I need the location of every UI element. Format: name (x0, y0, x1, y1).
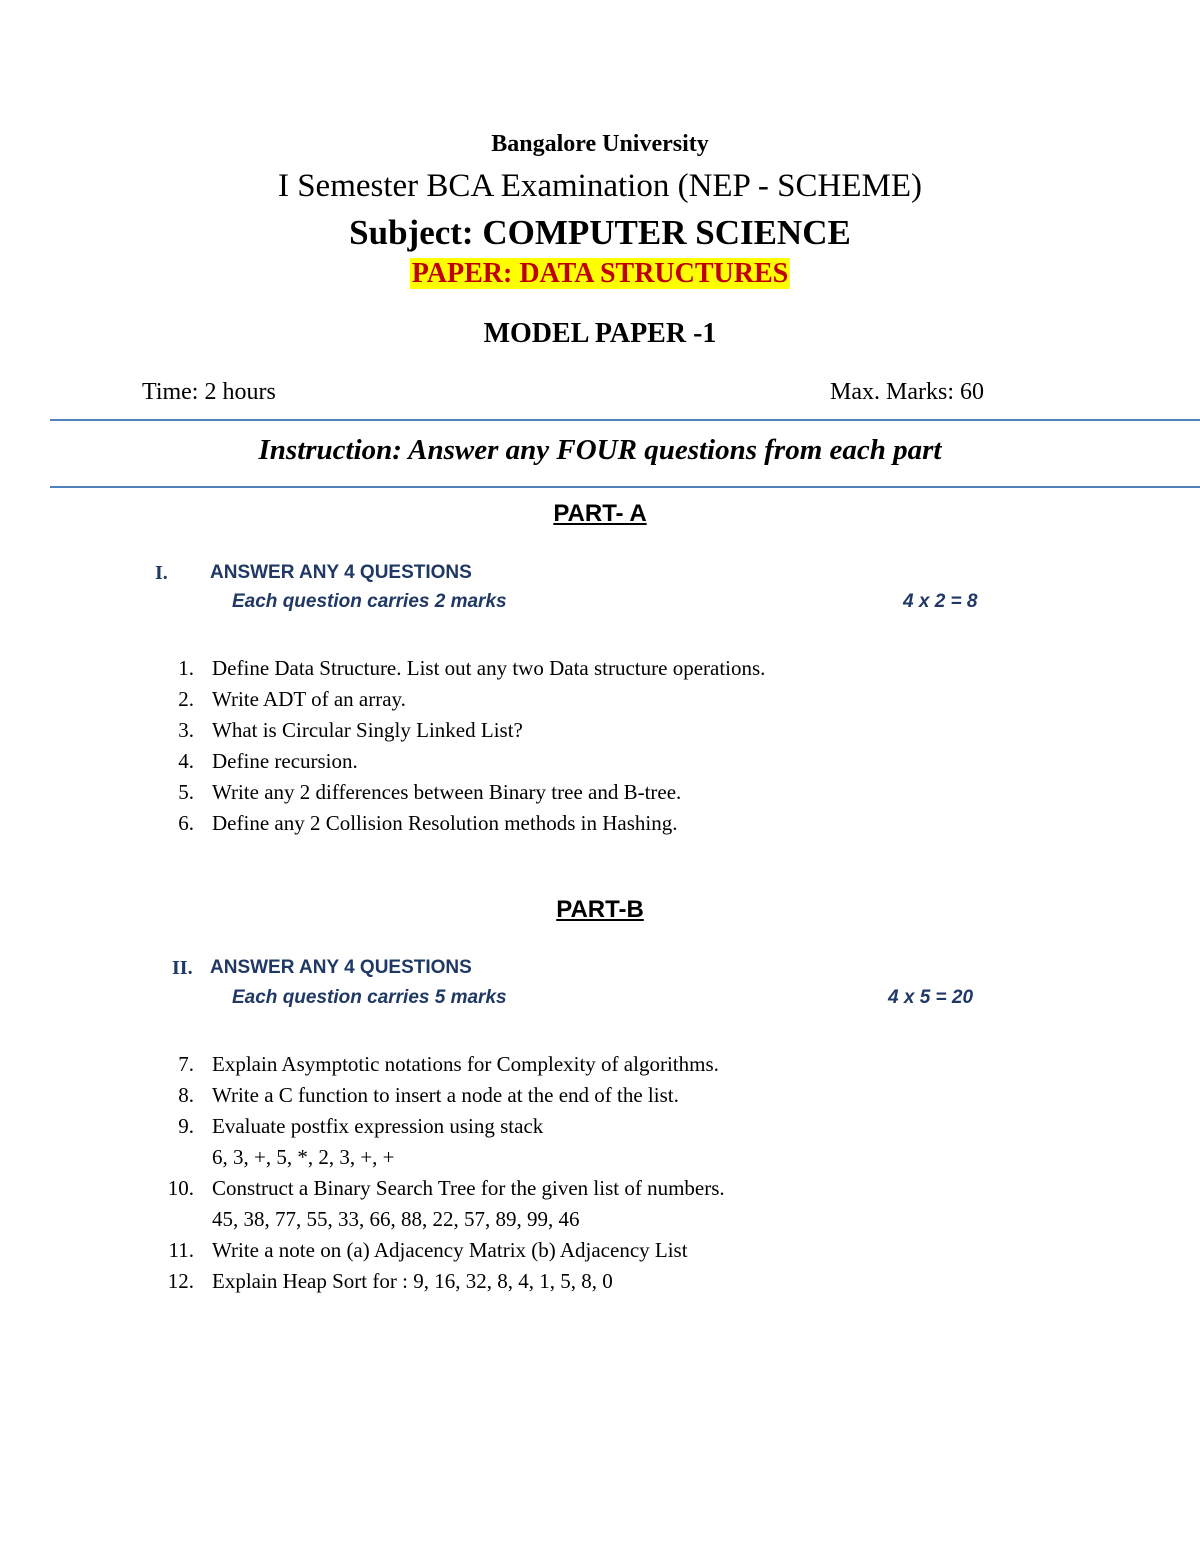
part-b-section-marks: 4 x 5 = 20 (888, 987, 974, 1008)
question-text: Evaluate postfix expression using stack (212, 1114, 544, 1138)
university-name: Bangalore University (491, 131, 709, 157)
question-text: Write a C function to insert a node at the end of the list. (212, 1083, 679, 1107)
question-text: Define any 2 Collision Resolution methods in Hashing. (212, 811, 678, 835)
question-number: 11. (168, 1238, 194, 1262)
time-label: Time: 2 hours (142, 379, 276, 405)
part-a-section-note: Each question carries 2 marks (232, 591, 507, 612)
part-b-section-title: ANSWER ANY 4 QUESTIONS (210, 957, 472, 978)
question-number: 3. (178, 718, 194, 742)
question-number: 7. (178, 1052, 194, 1076)
top-divider (50, 419, 1200, 421)
max-marks-label: Max. Marks: 60 (830, 379, 984, 405)
question-number: 9. (178, 1114, 194, 1138)
part-b-section-number: II. (172, 957, 193, 979)
question-number: 12. (167, 1269, 194, 1293)
part-a-heading-text: PART- A (553, 500, 647, 527)
question-number: 8. (178, 1083, 194, 1107)
instruction-text: Instruction: Answer any FOUR questions from each part (258, 434, 942, 466)
question-number: 6. (178, 811, 194, 835)
question-text: Define recursion. (212, 749, 358, 773)
question-text: Explain Asymptotic notations for Complexity of algorithms. (212, 1052, 719, 1076)
exam-title: I Semester BCA Examination (NEP - SCHEME) (277, 168, 923, 204)
part-a-section-title: ANSWER ANY 4 QUESTIONS (210, 562, 472, 583)
bottom-divider (50, 486, 1200, 488)
paper-title: PAPER: DATA STRUCTURES (411, 258, 789, 289)
question-number: 1. (178, 656, 194, 680)
question-text: What is Circular Singly Linked List? (212, 718, 523, 742)
question-text: Define Data Structure. List out any two Data structure operations. (212, 656, 766, 680)
question-number: 5. (178, 780, 194, 804)
question-text: Explain Heap Sort for : 9, 16, 32, 8, 4, 1, 5, 8, 0 (212, 1269, 613, 1293)
question-number: 10. (167, 1176, 194, 1200)
part-b-heading-text: PART-B (556, 896, 644, 923)
subject-title: Subject: COMPUTER SCIENCE (349, 213, 851, 252)
question-text: Write a note on (a) Adjacency Matrix (b) Adjacency List (212, 1238, 688, 1262)
question-text: Write ADT of an array. (212, 687, 406, 711)
question-subtext: 6, 3, +, 5, *, 2, 3, +, + (212, 1145, 395, 1169)
part-b-section-note: Each question carries 5 marks (232, 987, 507, 1008)
question-number: 2. (178, 687, 194, 711)
question-text: Write any 2 differences between Binary tree and B-tree. (212, 780, 682, 804)
part-b-heading (0, 896, 1200, 924)
part-a-section-number: I. (155, 562, 168, 584)
paper-title-row (0, 258, 1200, 290)
model-paper-label: MODEL PAPER -1 (483, 318, 717, 349)
part-a-section-marks: 4 x 2 = 8 (903, 591, 978, 612)
question-number: 4. (178, 749, 194, 773)
question-subtext: 45, 38, 77, 55, 33, 66, 88, 22, 57, 89, 99, 46 (212, 1207, 580, 1231)
part-a-heading (0, 500, 1200, 528)
question-text: Construct a Binary Search Tree for the given list of numbers. (212, 1176, 725, 1200)
